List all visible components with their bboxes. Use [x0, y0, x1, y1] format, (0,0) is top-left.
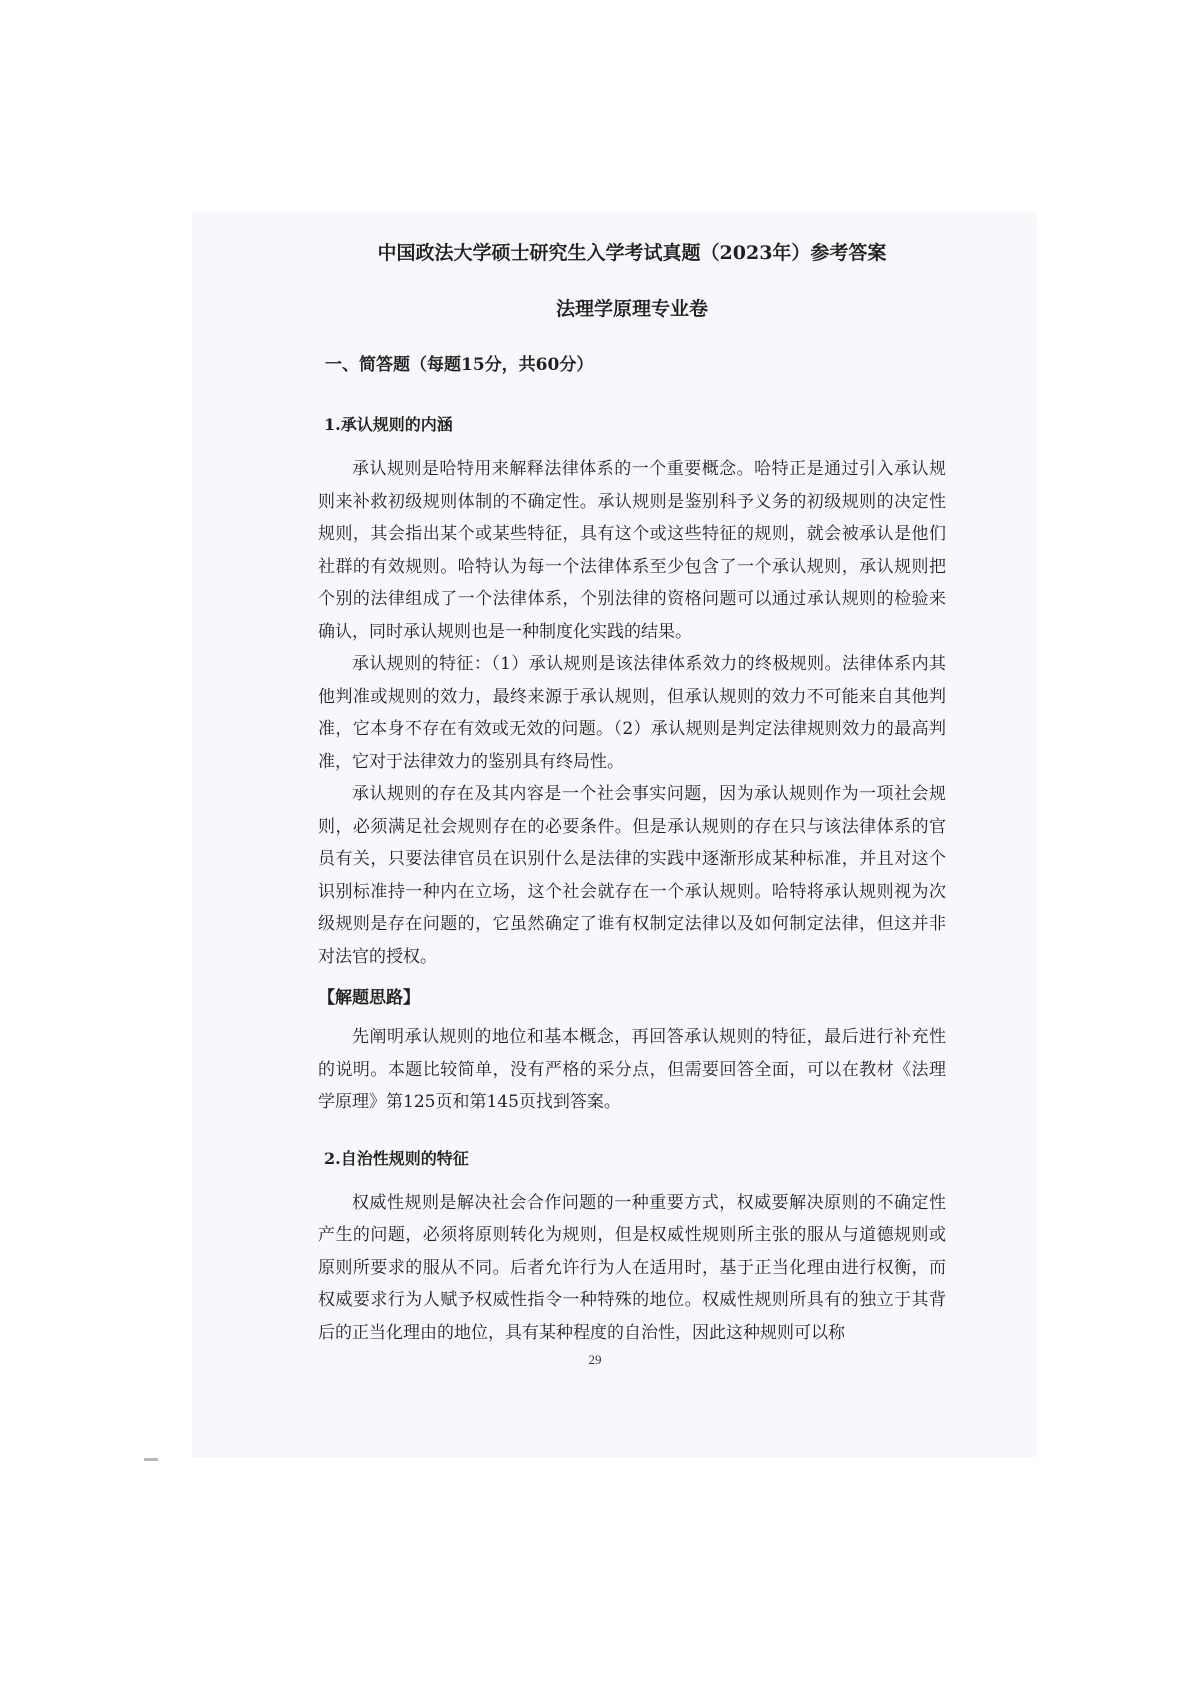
document-title: 中国政法大学硕士研究生入学考试真题（2023年）参考答案: [377, 242, 887, 264]
question-2-heading: 2.自治性规则的特征: [324, 1148, 469, 1168]
question-1-paragraph-1: 承认规则是哈特用来解释法律体系的一个重要概念。哈特正是通过引入承认规则来补救初级规则体制的不确定性。承认规则是鉴别科予义务的初级规则的决定性规则，其会指出某个或某些特征，具有这个或这些特征的规则，就会被承认是他们社群的有效规则。哈特认为每一个法律体系至少包含了一个承认规则，承认规则把个别的法律组成了一个法律体系，个别法律的资格问题可以通过承认规则的检验来确认，同时承认规则也是一种制度化实践的结果。: [318, 459, 946, 642]
question-1-heading: 1.承认规则的内涵: [324, 415, 453, 434]
solution-tip-paragraph: 先阐明承认规则的地位和基本概念，再回答承认规则的特征，最后进行补充性的说明。本题比较简单，没有严格的采分点，但需要回答全面，可以在教材《法理学原理》第125页和第145页找到答案。: [318, 1027, 946, 1112]
page-number: 29: [588, 1352, 602, 1367]
question-2-paragraph: 权威性规则是解决社会合作问题的一种重要方式，权威要解决原则的不确定性产生的问题，必须将原则转化为规则，但是权威性规则所主张的服从与道德规则或原则所要求的服从不同。后者允许行为人在适用时，基于正当化理由进行权衡，而权威要求行为人赋予权威性指令一种特殊的地位。权威性规则所具有的独立于其背后的正当化理由的地位，具有某种程度的自治性，因此这种规则可以称: [318, 1192, 946, 1343]
document-body: [318, 225, 946, 1349]
document-subtitle: 法理学原理专业卷: [555, 298, 708, 320]
question-1-paragraph-3: 承认规则的存在及其内容是一个社会事实问题，因为承认规则作为一项社会规则，必须满足社会规则存在的必要条件。但是承认规则的存在只与该法律体系的官员有关，只要法律官员在识别什么是法律的实践中逐渐形成某种标准，并且对这个识别标准持一种内在立场，这个社会就存在一个承认规则。哈特将承认规则视为次级规则是存在问题的，它虽然确定了谁有权制定法律以及如何制定法律，但这并非对法官的授权。: [318, 784, 946, 967]
scan-edge-mark: [144, 1458, 158, 1461]
section-heading: 一、简答题（每题15分，共60分）: [325, 355, 594, 375]
question-1-paragraph-2: 承认规则的特征：（1）承认规则是该法律体系效力的终极规则。法律体系内其他判准或规则的效力，最终来源于承认规则，但承认规则的效力不可能来自其他判准，它本身不存在有效或无效的问题。（2）承认规则是判定法律规则效力的最高判准，它对于法律效力的鉴别具有终局性。: [318, 654, 946, 772]
solution-tip-heading: 【解题思路】: [318, 988, 420, 1008]
